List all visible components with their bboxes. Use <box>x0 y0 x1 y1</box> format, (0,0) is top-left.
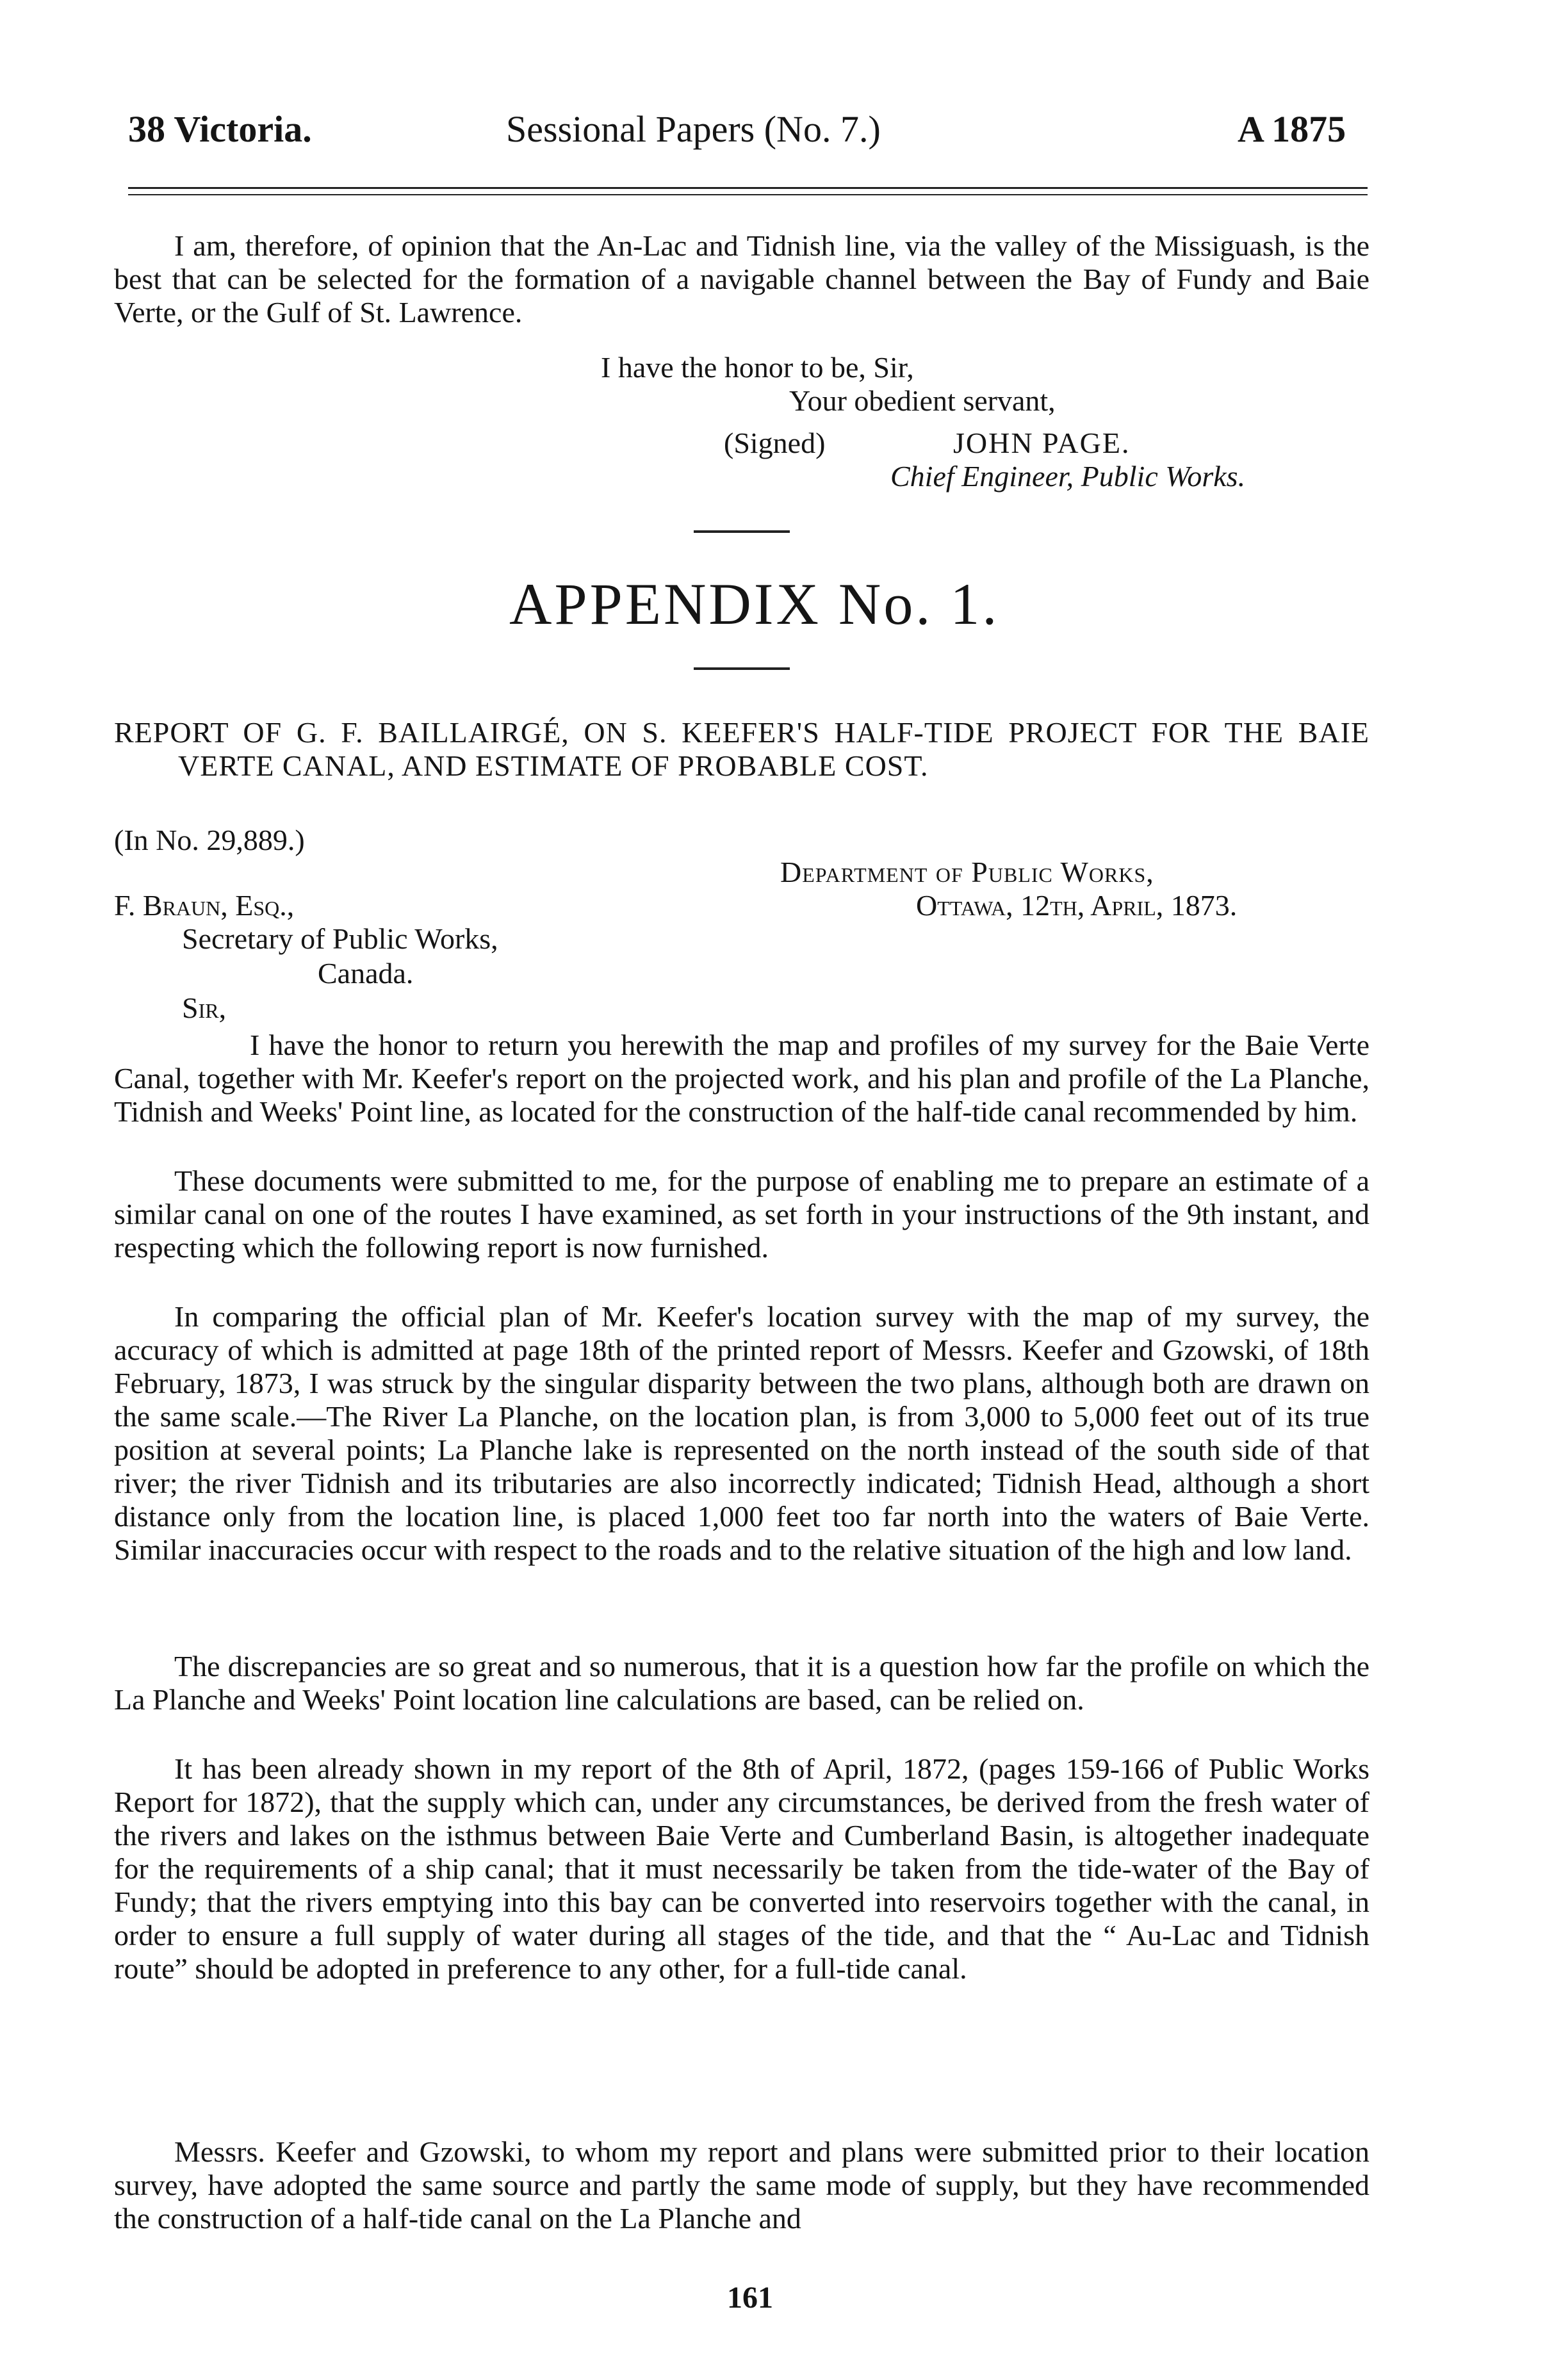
addressee-role: Secretary of Public Works, <box>182 922 498 955</box>
closing-line-1: I have the honor to be, Sir, <box>601 351 914 384</box>
signed-label: (Signed) <box>724 427 826 459</box>
file-number: (In No. 29,889.) <box>114 824 305 856</box>
paragraph-1: I have the honor to return you herewith the map and profiles of my survey for the Baie Verte Canal, together with Mr. Keefer's report on the projected work, and his plan and profile of the La Planche, Tidnish and Weeks' Point line, as located for the construction of the half-tide canal recommended by him. <box>114 1029 1369 1128</box>
header-center: Sessional Papers (No. 7.) <box>506 108 881 150</box>
header-right: A 1875 <box>1238 108 1346 150</box>
paragraph-4: The discrepancies are so great and so numerous, that it is a question how far the profile on which the La Planche and Weeks' Point location line calculations are based, can be relied on. <box>114 1650 1369 1716</box>
appendix-heading: APPENDIX No. 1. <box>509 571 1000 637</box>
paragraph-6: Messrs. Keefer and Gzowski, to whom my report and plans were submitted prior to their location survey, have adopted the same source and partly the same mode of supply, but they have recommended the construction of a half-tide canal on the La Planche and <box>114 2135 1369 2235</box>
divider-1 <box>694 530 790 533</box>
addressee-place: Canada. <box>318 957 414 990</box>
header-rule-bottom <box>128 194 1368 195</box>
letterhead-place-date <box>916 889 1237 922</box>
paragraph-3: In comparing the official plan of Mr. Keefer's location survey with the map of my survey, the accuracy of which is admitted at page 18th of the printed report of Messrs. Keefer and Gzowski, of 18th February, 1873, I was struck by the singular disparity between the two plans, although both are drawn on the same scale.—The River La Planche, on the location plan, is from 3,000 to 5,000 feet out of its true position at several points; La Planche lake is represented on the north instead of the south side of that river; the river Tidnish and its tributaries are also incorrectly indicated; Tidnish Head, although a short distance only from the location line, is placed 1,000 feet too far north into the waters of Baie Verte. Similar inaccuracies occur with respect to the roads and to the relative situation of the high and low land. <box>114 1300 1369 1566</box>
header-left: 38 Victoria. <box>128 108 312 150</box>
salutation: Sir, <box>182 991 227 1024</box>
report-title-text: REPORT OF G. F. BAILLAIRGÉ, ON S. KEEFER'S HALF-TIDE PROJECT FOR THE BAIE VERTE CANAL, AND ESTIMATE OF PROBABLE COST. <box>114 716 1369 782</box>
paragraph-2: These documents were submitted to me, for the purpose of enabling me to prepare an estimate of a similar canal on one of the routes I have examined, as set forth in your instructions of the 9th instant, and respecting which the following report is now furnished. <box>114 1164 1369 1264</box>
signatory-name: JOHN PAGE. <box>953 427 1131 459</box>
paragraph-5: It has been already shown in my report of the 8th of April, 1872, (pages 159-166 of Public Works Report for 1872), that the supply which can, under any circumstances, be derived from the fresh water of the rivers and lakes on the isthmus between Baie Verte and Cumberland Basin, is altogether inadequate for the requirements of a ship canal; that it must necessarily be taken from the tide-water of the Bay of Fundy; that the rivers emptying into this bay can be converted into reservoirs together with the canal, in order to ensure a full supply of water during all stages of the tide, and that the “ Au-Lac and Tidnish route” should be adopted in preference to any other, for a full-tide canal. <box>114 1752 1369 1985</box>
divider-2 <box>694 667 790 670</box>
letterhead-place-date-text: Ottawa, 12th, April, 1873. <box>916 889 1238 922</box>
signatory-title: Chief Engineer, Public Works. <box>890 460 1246 493</box>
addressee-name: F. Braun, Esq., <box>114 889 295 922</box>
closing-line-2: Your obedient servant, <box>789 384 1056 417</box>
opening-paragraph: I am, therefore, of opinion that the An-Lac and Tidnish line, via the valley of the Missiguash, is the best that can be selected for the formation of a navigable channel between the Bay of Fundy and Baie Verte, or the Gulf of St. Lawrence. <box>114 229 1369 329</box>
page-number: 161 <box>727 2281 773 2315</box>
report-title <box>114 716 1369 783</box>
header-rule-top <box>128 187 1368 189</box>
letterhead-department: Department of Public Works, <box>780 856 1154 888</box>
